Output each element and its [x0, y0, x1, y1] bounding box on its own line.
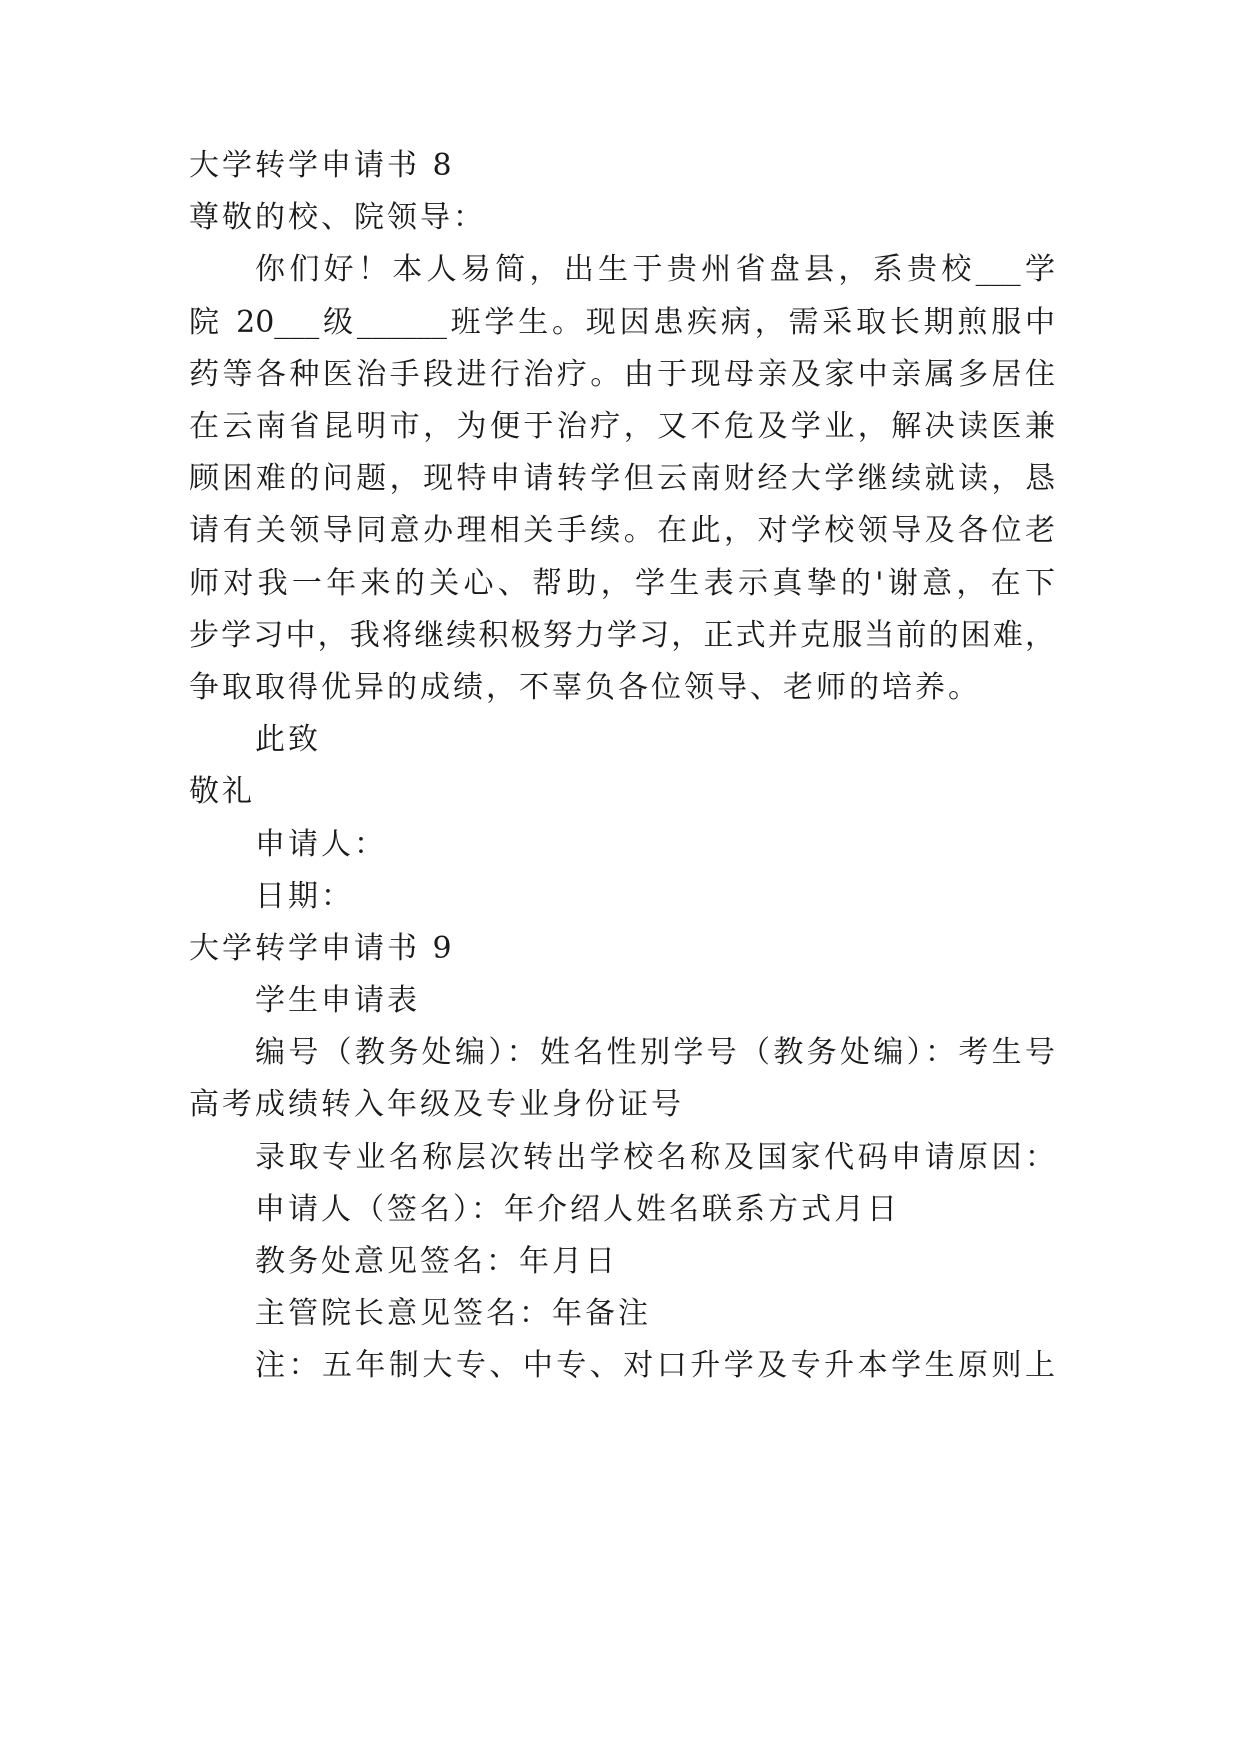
- form-line: 编号（教务处编）：姓名性别学号（教务处编）：考生号: [255, 1035, 1055, 1070]
- section-title: 大学转学申请书 9: [189, 931, 455, 966]
- body-line: 请有关领导同意办理相关手续。在此，对学校领导及各位老: [189, 513, 1055, 548]
- applicant-label: 申请人：: [255, 827, 387, 862]
- body-line: 药等各种医治手段进行治疗。由于现母亲及家中亲属多居住: [189, 357, 1055, 392]
- body-line: 步学习中，我将继续积极努力学习，正式并克服当前的困难，: [189, 618, 1055, 653]
- form-title: 学生申请表: [255, 983, 420, 1018]
- body-line: 师对我一年来的关心、帮助，学生表示真挚的'谢意，在下: [189, 566, 1055, 601]
- salutation: 尊敬的校、院领导：: [189, 200, 486, 235]
- body-line: 院 20___级______班学生。现因患疾病，需采取长期煎服中: [189, 305, 1055, 340]
- form-line: 注：五年制大专、中专、对口升学及专升本学生原则上: [255, 1348, 1055, 1383]
- body-line: 顾困难的问题，现特申请转学但云南财经大学继续就读，恳: [189, 461, 1055, 496]
- date-label: 日期：: [255, 879, 354, 914]
- body-line: 你们好！本人易简，出生于贵州省盘县，系贵校___学: [255, 252, 1055, 287]
- form-line: 教务处意见签名：年月日: [255, 1244, 618, 1279]
- body-line: 争取取得优异的成绩，不辜负各位领导、老师的培养。: [189, 670, 981, 705]
- form-line: 高考成绩转入年级及专业身份证号: [189, 1087, 684, 1122]
- closing-line: 此致: [255, 722, 321, 757]
- form-line: 申请人（签名）：年介绍人姓名联系方式月日: [255, 1192, 900, 1227]
- closing-line: 敬礼: [189, 774, 255, 809]
- body-line: 在云南省昆明市，为便于治疗，又不危及学业，解决读医兼: [189, 409, 1055, 444]
- form-line: 主管院长意见签名：年备注: [255, 1296, 651, 1331]
- form-line: 录取专业名称层次转出学校名称及国家代码申请原因：: [255, 1140, 1055, 1175]
- section-title: 大学转学申请书 8: [189, 148, 455, 183]
